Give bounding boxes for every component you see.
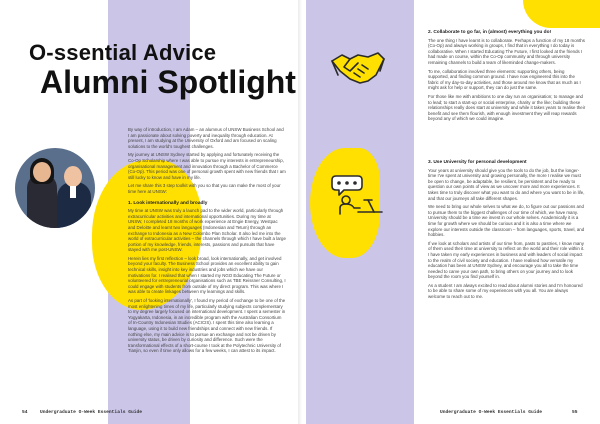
footer-title: Undergraduate O-Week Essentials Guide bbox=[40, 410, 142, 415]
section-3 bbox=[428, 160, 586, 303]
intro-paragraph: Let me share this 3 step toolkit with you so that you can make the most of your time here at UNSW: bbox=[128, 183, 281, 194]
handshake-icon bbox=[330, 45, 386, 89]
intro-paragraph: My journey at UNSW Sydney started by applying and fortunately receiving the Co-Op Scholarship where I was able to pursue my interests in entrepreneurship, organisational management and innovation through a Bachelor of Commerce (Co-Op). This period was one of personal growth spent with new friends that I am still lucky to know and have in my life. bbox=[128, 152, 286, 180]
page-title-line1: O-ssential Advice bbox=[29, 40, 217, 65]
right-page bbox=[300, 0, 600, 424]
body-paragraph: We need to bring our whole selves to what we do, to figure out our passions and to pursue them to the biggest challenges of our time of which, we have many. University should be a time we invest in our whole selves. Academically it is a time for growth where we should be curious and it is also a time where we explore our interests outside the classroom – from languages, sports, travel, and hobbies. bbox=[428, 204, 585, 238]
alumni-photo bbox=[15, 148, 95, 228]
person-face bbox=[33, 162, 51, 182]
page-title-line2: Alumni Spotlight bbox=[40, 64, 296, 100]
page-gutter bbox=[298, 0, 302, 424]
section-heading: 2. Collaborate to go far, in (almost) everything you do! bbox=[428, 30, 552, 35]
person-face bbox=[64, 166, 82, 187]
body-paragraph: My time at UNSW was truly a launch pad to the wider world, particularly through extracurricular activities and international opportunities. During my time at UNSW, I completed 18 months of work experience at Engie Energy, Westpac and Deloitte and learnt two languages (Indonesian and Tetum) through an exchange to Indonesia as a New Colombo Plan Scholar. It also led me into the world of extracurricular activities – the channels through which I have built a large portion of my knowledge, friends, interests, passions and pursuits that have stayed with me post-UNSW. bbox=[128, 208, 286, 253]
body-paragraph: Your years at university should give you the tools to do the job, but the longer-time I've spent at university and growing personally, the more I realise we must be open to change, be adaptable, be resilient, be persistent and be ready to question our own points of view as we uncover more and more experiences. It takes time to truly discover what you want to do and where you want to be in life, and that our journeys all take different shapes. bbox=[428, 167, 585, 201]
body-paragraph: For those like me with ambitions to one day run an organisation; to manage and to lead; to start a start-up or social enterprise, charity or the like; building these relationships really does start at university and while it takes years to realise their benefit and see them flourish, with enough investment they will reap rewards beyond any of which we could imagine. bbox=[428, 93, 586, 122]
section-heading: 1. Look internationally and broadly bbox=[128, 200, 208, 206]
body-paragraph: As part of 'looking internationally', I found my period of exchange to be one of the most enlightening times of my life, particularly studying subjects complementary to my degree largely focused on international development. I spent a semester in Yogyakarta, Indonesia, in an incredible program with the Australian Consortium of In-Country Indonesian Studies (ACICIS). I spent this time also learning a language, using it to build new friendships and connect with new friends. If nothing else, my main advice is to pursue an exchange and not be driven by university status, be driven by curiosity and difference. Such were the transformational effects of a short-course I took at the Polytechnic University of Tianjin, so even if time only allows for a few weeks, I can attest to its impact. bbox=[128, 298, 286, 354]
section-heading: 3. Use University for personal development bbox=[428, 160, 527, 165]
footer-title: Undergraduate O-Week Essentials Guide bbox=[440, 410, 542, 415]
body-paragraph: Herein lies my first reflection – look broad, look internationally, and get involved beyond your faculty. The Business School provides an excellent ability to gain technical skills, insight into key industries and jobs which we have our motivations for. I realised that when I started my NGO Educating The Future or volunteered for entrepreneurial organisations such as TBE Reissner Consulting, I could engage with students from outside of my direct program. This was where I was able to create linkages between my learnings and skills. bbox=[128, 255, 286, 295]
body-paragraph: To me, collaboration involved three elements: supporting others, being supported, and finding common ground. I have now engineered this into the fabric of my day-to-day activities, and those around me know that as much as I might ask for help or support, they can do just the same. bbox=[428, 68, 581, 91]
intro-text bbox=[128, 127, 286, 357]
body-paragraph: The one thing I have learnt is to collaborate. Perhaps a function of my 18 months (Co-Op) and always working in groups, I find that in everything I do today is collaborative. When I started Educating The Future, I first looked at the friends I had made on course, within the Co-Op community and through university remaining channels to build a team of likeminded change-makers. bbox=[428, 37, 585, 65]
intro-paragraph: By way of introduction, I am Adam – an alumnus of UNSW Business School and I am passionate about solving poverty and inequality through education. At present, I am studying at the University of Oxford and am focused on scaling solutions to the world's toughest challenges. bbox=[128, 127, 284, 149]
footer-page-number: 55 bbox=[572, 410, 578, 415]
yellow-corner bbox=[523, 0, 600, 28]
body-paragraph: As a student I am always excited to read about alumni stories and I'm honoured to be able to share some of my experiences with you all. You are always welcome to reach out to me. bbox=[428, 282, 583, 300]
section-2 bbox=[428, 30, 586, 125]
footer-page-number: 54 bbox=[22, 410, 28, 415]
body-paragraph: If we look at scholars and artists of our time from, pasts to pastries, I know many of them used their time at university to reflect on the world and their role within it. I have taken my early experiences in business and with leaders of social impact to the realm of civil society and education. I have realised how versatile my education has been at UNSW Sydney, and encourage you all to take the time needed to carve your own path, to bring others on your journey and to look beyond the room you find yourself in. bbox=[428, 240, 585, 280]
person-at-desk-icon bbox=[328, 170, 388, 220]
person-shirt bbox=[70, 186, 76, 198]
